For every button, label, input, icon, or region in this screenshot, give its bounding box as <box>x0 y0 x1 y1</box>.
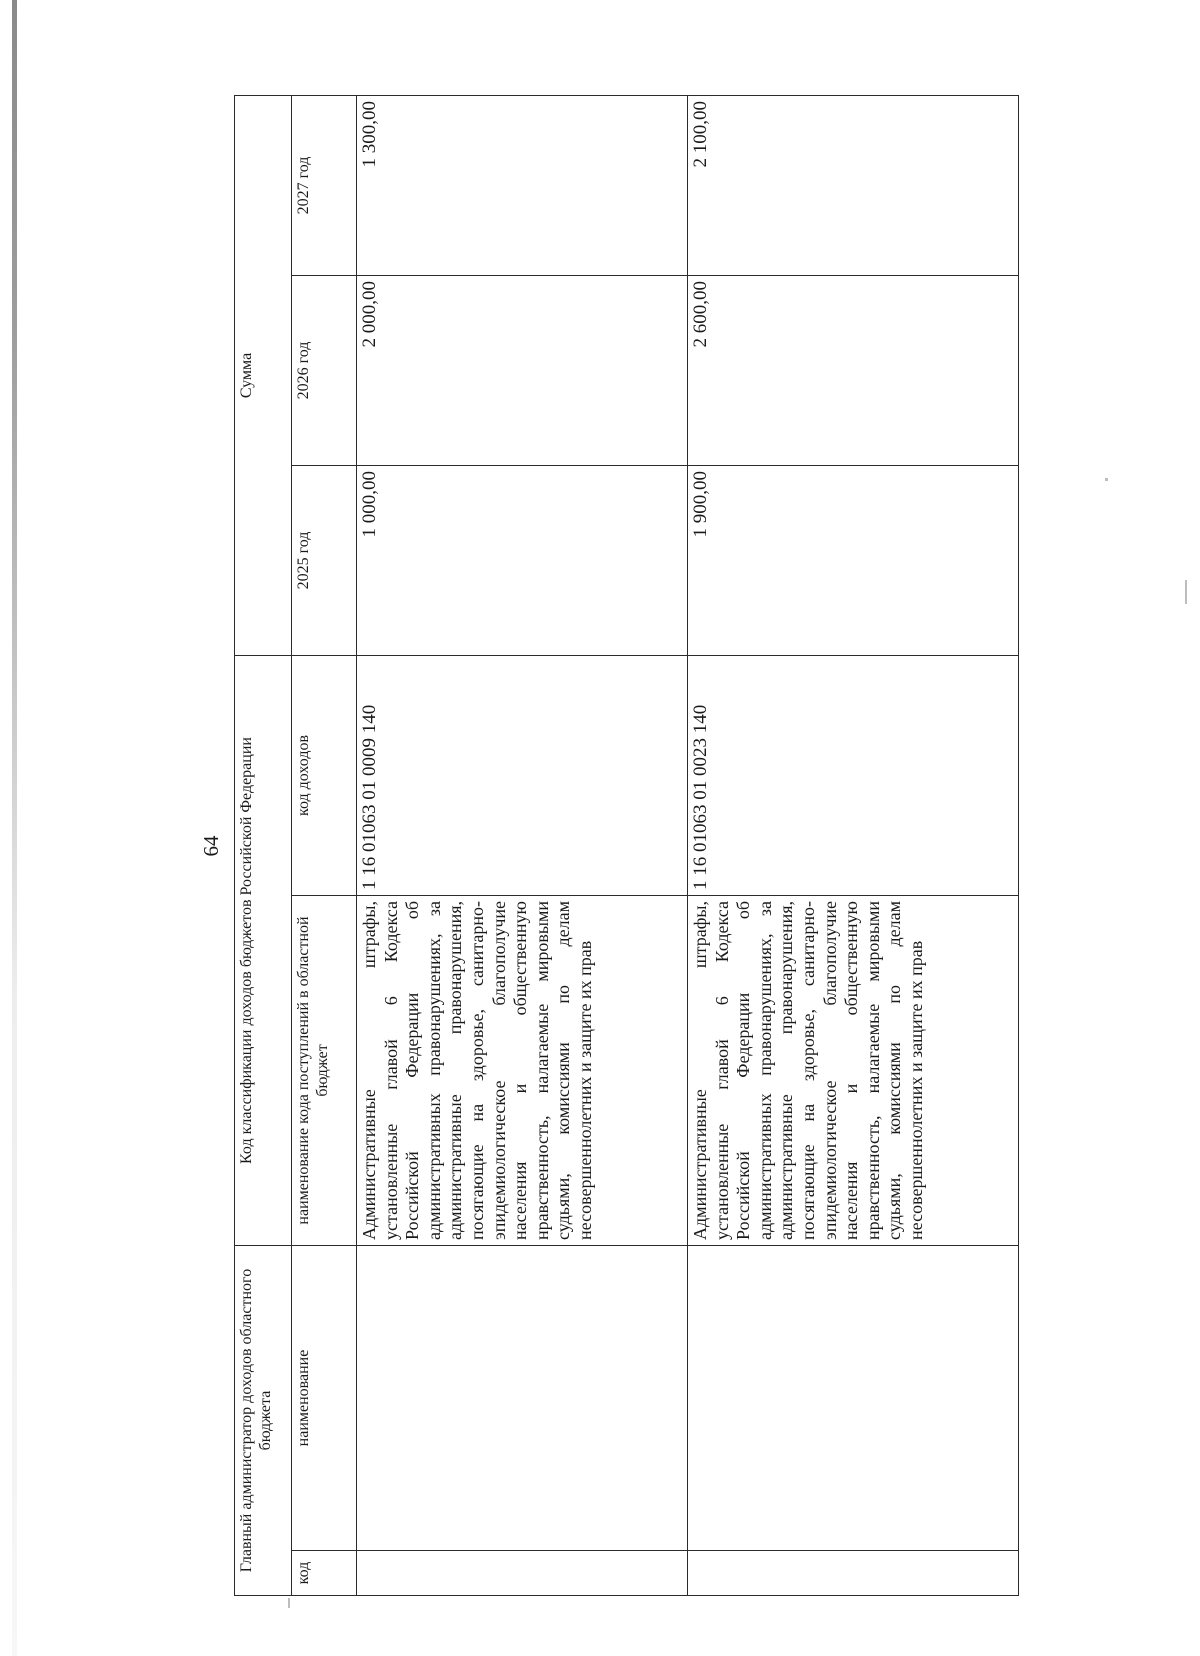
cell-admin-code <box>357 1551 688 1596</box>
scan-mark <box>1185 580 1187 604</box>
table-row <box>688 95 1019 1595</box>
page-number: 64 <box>199 835 223 857</box>
header-administrator-group: Главный администратор доходов областного бюджета <box>235 1245 292 1595</box>
header-sum-group: Сумма <box>235 95 292 655</box>
cell-amount-2027: 2 100,00 <box>688 95 1019 275</box>
header-year-2027: 2027 год <box>292 95 357 275</box>
header-year-2025: 2025 год <box>292 465 357 655</box>
cell-revenue-name: Административные штрафы, установленные главой 6 Кодекса Российской Федерации об административных правонарушениях, за административные правонарушения, посягающие на здоровье, санитарно-эпидемиологическое благополучие населения и общественную нравственность, налагаемые мировыми судьями, комиссиями по делам несовершеннолетних и защите их прав <box>688 895 1019 1245</box>
cell-admin-name <box>357 1245 688 1550</box>
cell-admin-name <box>688 1245 1019 1550</box>
header-revenue-name: наименование кода поступлений в областной бюджет <box>292 895 357 1245</box>
scan-edge-shadow <box>12 0 17 1656</box>
cell-amount-2026: 2 600,00 <box>688 275 1019 465</box>
cell-amount-2025: 1 000,00 <box>357 465 688 655</box>
rotated-page <box>200 96 1080 1596</box>
cell-revenue-code: 1 16 01063 01 0023 140 <box>688 655 1019 895</box>
header-revenue-code: код доходов <box>292 655 357 895</box>
scan-mark <box>288 1598 290 1608</box>
header-year-2026: 2026 год <box>292 275 357 465</box>
header-classification-group: Код классификации доходов бюджетов Российской Федерации <box>235 655 292 1245</box>
revenue-table <box>234 95 1019 1596</box>
cell-revenue-code: 1 16 01063 01 0009 140 <box>357 655 688 895</box>
scan-mark <box>1105 478 1108 481</box>
cell-amount-2027: 1 300,00 <box>357 95 688 275</box>
header-admin-code: код <box>292 1551 357 1596</box>
cell-amount-2025: 1 900,00 <box>688 465 1019 655</box>
header-row-groups <box>235 95 292 1595</box>
cell-admin-code <box>688 1551 1019 1596</box>
table-row <box>357 95 688 1595</box>
header-row-columns <box>292 95 357 1595</box>
cell-amount-2026: 2 000,00 <box>357 275 688 465</box>
cell-revenue-name: Административные штрафы, установленные главой 6 Кодекса Российской Федерации об административных правонарушениях, за административные правонарушения, посягающие на здоровье, санитарно-эпидемиологическое благополучие населения и общественную нравственность, налагаемые мировыми судьями, комиссиями по делам несовершеннолетних и защите их прав <box>357 895 688 1245</box>
header-admin-name: наименование <box>292 1245 357 1550</box>
